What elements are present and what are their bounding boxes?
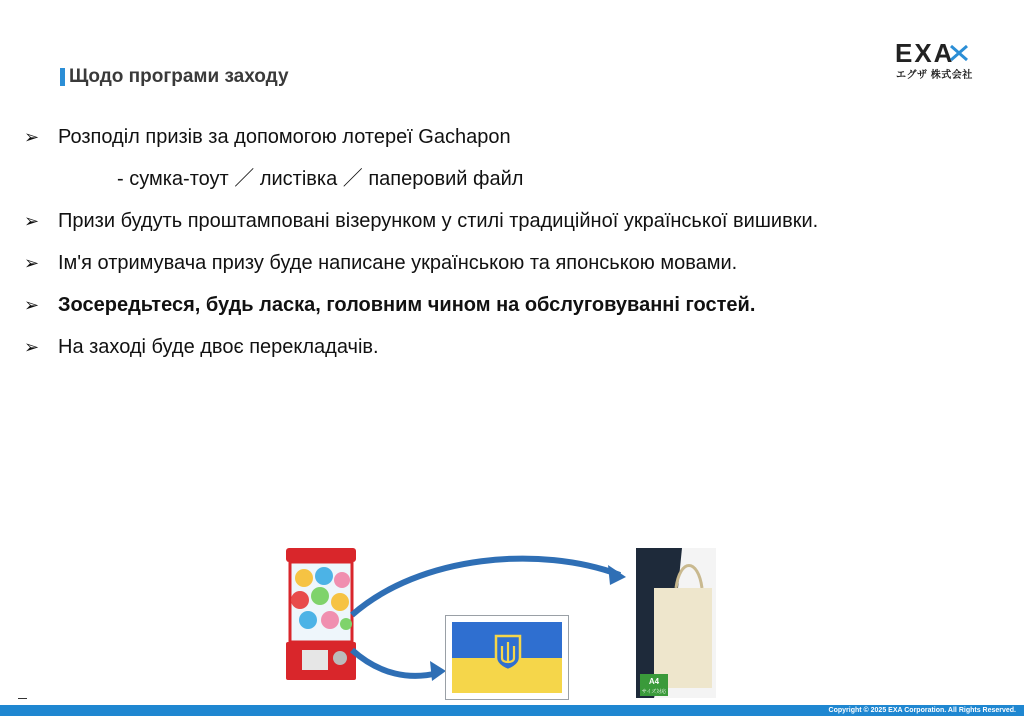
arrow-bullet-icon: ➢ xyxy=(24,127,40,147)
logo-subtext: エグザ 株式会社 xyxy=(896,70,973,81)
bullet-text: На заході буде двоє перекладачів. xyxy=(58,336,379,358)
bullet-item xyxy=(24,242,1004,284)
title-accent-bar xyxy=(60,68,65,86)
bullet-item xyxy=(24,116,1004,158)
bullet-text: - сумка-тоут ／ листівка ／ паперовий файл xyxy=(117,168,524,190)
bullet-item xyxy=(24,200,1004,242)
bullet-text: Призи будуть проштамповані візерунком у стилі традиційної української вишивки. xyxy=(58,210,819,232)
footer-copyright: Copyright © 2025 EXA Corporation. All Rights Reserved. xyxy=(828,707,1016,714)
arrow-bullet-icon: ➢ xyxy=(24,337,40,357)
arrow-bullet-icon: ➢ xyxy=(24,253,40,273)
trident-shield-icon xyxy=(494,634,522,672)
bullet-list xyxy=(24,116,1004,368)
ukrainian-flag xyxy=(452,622,562,693)
footer-bar xyxy=(0,705,1024,716)
bullet-item xyxy=(24,326,1004,368)
arrow-bullet-icon: ➢ xyxy=(24,295,40,315)
ukrainian-flag-card-image xyxy=(445,615,569,700)
bullet-text: Розподіл призів за допомогою лотереї Gachapon xyxy=(58,126,511,148)
slide-title: Щодо програми заходу xyxy=(69,66,289,87)
bullet-text: Зосередьтеся, будь ласка, головним чином на обслуговуванні гостей. xyxy=(58,294,756,316)
exa-logo-wordmark: EXA xyxy=(895,40,955,66)
slide-title-block xyxy=(60,66,289,88)
exa-logo xyxy=(895,40,987,80)
arrow-bullet-icon: ➢ xyxy=(24,211,40,231)
exa-logo-mark xyxy=(895,40,987,66)
bullet-subitem xyxy=(24,158,1004,200)
tote-bag-image xyxy=(636,548,716,698)
bag-badge-size: A4 xyxy=(648,677,660,686)
bullet-text: Ім'я отримувача призу буде написане українською та японською мовами. xyxy=(58,252,738,274)
page-marker xyxy=(18,698,27,699)
bag-badge-note: サイズ対応 xyxy=(641,689,667,695)
bullet-item xyxy=(24,284,1004,326)
